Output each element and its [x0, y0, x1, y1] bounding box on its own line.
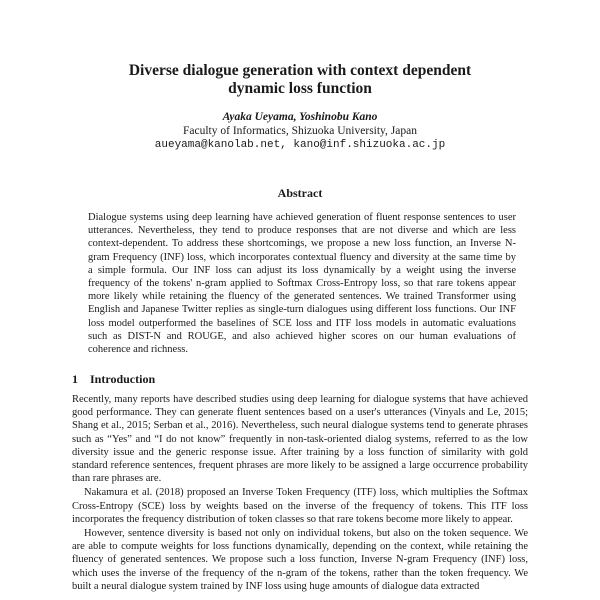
abstract-heading: Abstract	[277, 186, 323, 200]
paper-title-line-1: Diverse dialogue generation with context dependent	[128, 62, 472, 79]
paragraph: However, sentence diversity is based not only on individual tokens, but also on the token sequence. We are able to compute weights for loss functions dynamically, depending on the context, while retaining the fluency of generated sentences. We propose such a loss function, Inverse N-gram Frequency (INF) loss, which uses the inverse of the frequency of the n-gram of the tokens, rather than the token frequency. We built a neural dialogue system trained by INF loss using huge amounts of dialogue data extracted	[72, 528, 528, 592]
paragraph: Nakamura et al. (2018) proposed an Inverse Token Frequency (ITF) loss, which multiplies the Softmax Cross-Entropy (SCE) loss by weights based on the inverse of the frequency of tokens. This ITF loss incorporates the frequency distribution of token classes so that rare tokens become more likely to appear.	[72, 487, 528, 525]
section-heading-introduction	[72, 372, 155, 387]
section-number: 1	[72, 372, 78, 386]
section-title: Introduction	[90, 372, 156, 386]
introduction-body	[72, 393, 528, 594]
abstract-text: Dialogue systems using deep learning have achieved generation of fluent response sentences to user utterances. Nevertheless, they tend to produce responses that are not diverse and which are less context-dependent. To address these shortcomings, we propose a new loss function, an Inverse N-gram Frequency (INF) loss, which incorporates contextual fluency and diversity at the same time by a simple formula. Our INF loss can adjust its loss dynamically by a weight using the inverse frequency of the tokens' n-gram applied to Softmax Cross-Entropy loss, so that rare tokens appear more likely while retaining the fluency of the generated sentences. We trained Transformer using English and Japanese Twitter replies as single-turn dialogues using different loss functions. Our INF loss model outperformed the baselines of SCE loss and ITF loss models in automatic evaluations such as DIST-N and ROUGE, and also achieved higher scores on our human evaluations of coherence and richness.	[88, 212, 516, 356]
paragraph: Recently, many reports have described studies using deep learning for dialogue systems that have achieved good performance. They can generate fluent sentences based on a user's utterances (Vinyals and Le, 2015; Shang et al., 2015; Serban et al., 2016). Nevertheless, such neural dialogue systems tend to generate phrases such as “Yes” and “I do not know” frequently in non-task-oriented dialog systems, referred to as the low diversity issue and the generic response issue. After training by a loss function of similarity with gold standard reference sentences, frequent phrases are more likely to be assigned a large occurrence probability than rare phrases are.	[72, 394, 528, 485]
affiliation: Faculty of Informatics, Shizuoka University, Japan	[183, 125, 417, 137]
paper-title-line-2: dynamic loss function	[228, 80, 372, 97]
author-names: Ayaka Ueyama, Yoshinobu Kano	[222, 111, 378, 123]
abstract-body	[88, 211, 516, 356]
author-emails: aueyama@kanolab.net, kano@inf.shizuoka.ac.jp	[154, 139, 446, 151]
